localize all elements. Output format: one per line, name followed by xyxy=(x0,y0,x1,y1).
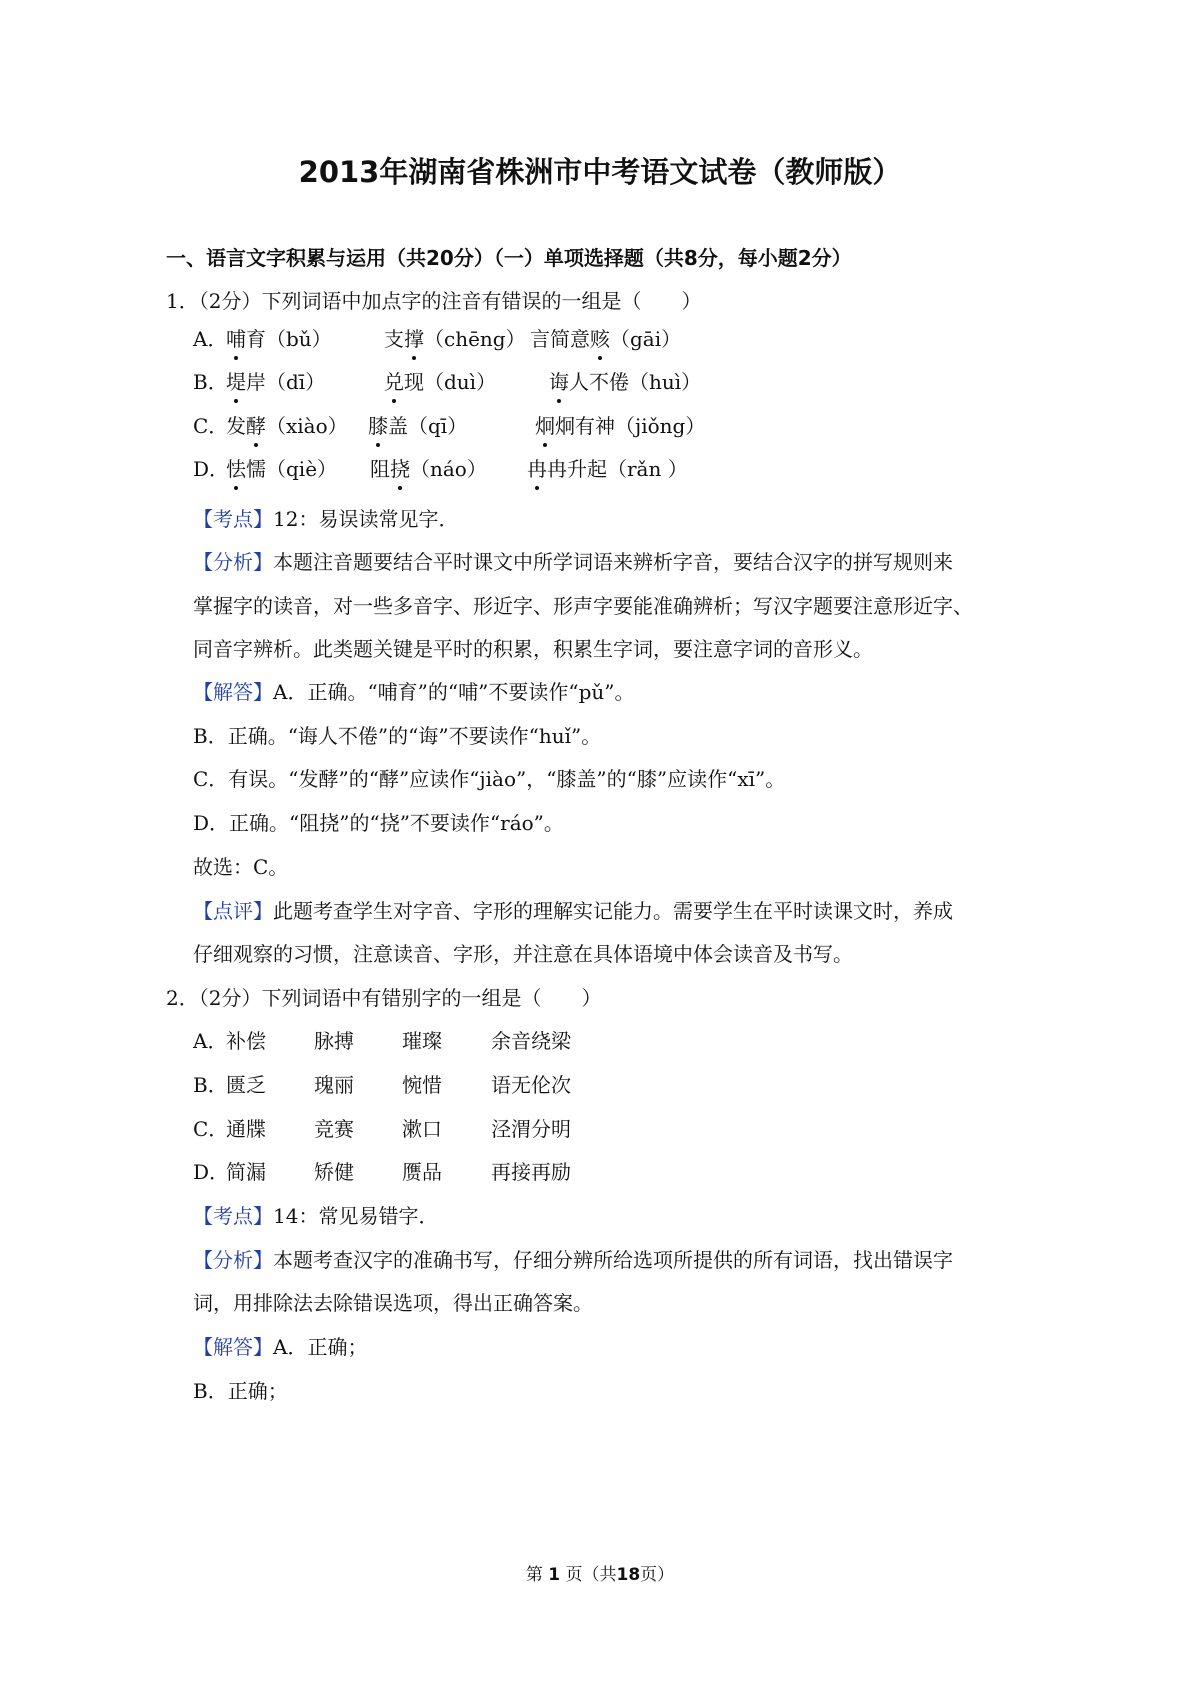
q2-fenxi-line-2: 词，用排除法去除错误选项，得出正确答案。 xyxy=(193,1291,593,1315)
option-word: 简漏 xyxy=(226,1160,266,1184)
option-word: 泾渭分明 xyxy=(491,1117,571,1141)
option-word: 阻挠（náo） xyxy=(370,454,487,484)
page-number: 1 xyxy=(548,1565,561,1585)
option-word: 赝品 xyxy=(402,1160,442,1184)
dotted-char: 膝 xyxy=(368,411,388,441)
q2-kaodian: 【考点】14：常见易错字． xyxy=(193,1204,439,1228)
option-word: 语无伦次 xyxy=(491,1073,571,1097)
q1-dianping-line-2: 仔细观察的习惯，注意读音、字形，并注意在具体语境中体会读音及书写。 xyxy=(193,942,853,966)
option-word: 炯炯有神（jiǒng） xyxy=(535,411,705,441)
question-1-stem: 1．（2分）下列词语中加点字的注音有错误的一组是（ ） xyxy=(166,289,702,313)
q1-fenxi-line-3: 同音字辨析。此类题关键是平时的积累，积累生字词，要注意字词的音形义。 xyxy=(193,637,873,661)
option-word: 堤岸（dī） xyxy=(226,367,325,397)
q1-jieda: 【解答】A．正确。“哺育”的“哺”不要读作“pǔ”。 xyxy=(193,680,635,704)
question-2-stem: 2．（2分）下列词语中有错别字的一组是（ ） xyxy=(166,986,602,1010)
dianping-tag: 【点评】 xyxy=(193,899,273,923)
option-word: 惋惜 xyxy=(402,1073,442,1097)
q1-kaodian: 【考点】12：易误读常见字． xyxy=(193,507,459,531)
dotted-char: 哺 xyxy=(226,324,246,354)
fenxi-tag: 【分析】 xyxy=(193,550,273,574)
kaodian-tag: 【考点】 xyxy=(193,1204,273,1228)
q1-fenxi: 【分析】本题注音题要结合平时课文中所学词语来辨析字音，要结合汉字的拼写规则来 xyxy=(193,550,953,574)
option-word: 膝盖（qī） xyxy=(368,411,467,441)
option-word: 诲人不倦（huì） xyxy=(549,367,701,397)
option-word: 漱口 xyxy=(402,1117,442,1141)
option-word: 脉搏 xyxy=(314,1029,354,1053)
dotted-char: 赅 xyxy=(590,324,610,354)
option-word: 通牒 xyxy=(226,1117,266,1141)
jieda-tag: 【解答】 xyxy=(193,680,273,704)
dotted-char: 冉 xyxy=(527,454,547,484)
option-word: 哺育（bǔ） xyxy=(226,324,332,354)
section-heading: 一、语言文字积累与运用（共20分）（一）单项选择题（共8分，每小题2分） xyxy=(166,246,852,270)
option-word: 怯懦（qiè） xyxy=(226,454,337,484)
option-word: 矫健 xyxy=(314,1160,354,1184)
page-total: 18 xyxy=(616,1565,641,1585)
option-word: 补偿 xyxy=(226,1029,266,1053)
dotted-char: 兑 xyxy=(384,367,404,397)
dotted-char: 撑 xyxy=(404,324,424,354)
option-word: 竞赛 xyxy=(314,1117,354,1141)
kaodian-tag: 【考点】 xyxy=(193,507,273,531)
option-word: 冉冉升起（rǎn ） xyxy=(527,454,688,484)
option-word: 璀璨 xyxy=(402,1029,442,1053)
dotted-char: 诲 xyxy=(549,367,569,397)
dotted-char: 炯 xyxy=(535,411,555,441)
option-word: 再接再励 xyxy=(491,1160,571,1184)
q1-dianping: 【点评】此题考查学生对字音、字形的理解实记能力。需要学生在平时读课文时，养成 xyxy=(193,899,953,923)
dotted-char: 堤 xyxy=(226,367,246,397)
q1-fenxi-line-2: 掌握字的读音，对一些多音字、形近字、形声字要能准确辨析；写汉字题要注意形近字、 xyxy=(193,594,973,618)
option-word: 余音绕梁 xyxy=(491,1029,571,1053)
document-page: 2013年湖南省株洲市中考语文试卷（教师版） 一、语言文字积累与运用（共20分）（一）单项选择题（共8分，每小题2分） 1．（2分）下列词语中加点字的注音有错误的一组是（ ） A． 哺育（bǔ） 支撑（chēng） 言简意赅（gāi） B． 堤岸（dī） 兑现（duì） 诲人不倦（huì） C． 发酵（xiào） 膝盖（qī） 炯炯有神（jiǒng） D． 怯懦（qiè） 阻挠（náo） 冉冉升起（rǎn ） 【考点】12：易误读常见字． 【分析】本题注音题要结合平时课文中所学词语来辨析字音，要结合汉字的拼写规则来 掌握字的读音，对一些多音字、形近字、形声字要能准确辨析；写汉字题要注意形近字、 同音字辨析。此类题关键是平时的积累，积累生字词，要注意字词的音形义。 【解答】A．正确。“哺育”的“哺”不要读作“pǔ”。 B．正确。“诲人不倦”的“诲”不要读作“huǐ”。 C．有误。“发酵”的“酵”应读作“jiào”，“膝盖”的“膝”应读作“xī”。 D．正确。“阻挠”的“挠”不要读作“ráo”。 故选：C。 【点评】此题考查学生对字音、字形的理解实记能力。需要学生在平时读课文时，养成 仔细观察的习惯，注意读音、字形，并注意在具体语境中体会读音及书写。 2．（2分）下列词语中有错别字的一组是（ ） A． 补偿 脉搏 璀璨 余音绕梁 B． 匮乏 瑰丽 惋惜 语无伦次 C． 通牒 竞赛 漱口 泾渭分明 D． 简漏 矫健 赝品 再接再励 【考点】14：常见易错字． 【分析】本题考查汉字的准确书写，仔细分辨所给选项所提供的所有词语，找出错误字 词，用排除法去除错误选项，得出正确答案。 【解答】A．正确； B．正确； 第 1 页（共18页） xyxy=(0,0,1200,1698)
q1-jieda-line-3: C．有误。“发酵”的“酵”应读作“jiào”，“膝盖”的“膝”应读作“xī”。 xyxy=(193,767,786,791)
option-word: 言简意赅（gāi） xyxy=(530,324,681,354)
q2-jieda-line-2: B．正确； xyxy=(193,1379,288,1403)
page-footer: 第 1 页（共18页） xyxy=(525,1565,675,1585)
q1-jieda-line-2: B．正确。“诲人不倦”的“诲”不要读作“huǐ”。 xyxy=(193,724,602,748)
q2-fenxi: 【分析】本题考查汉字的准确书写，仔细分辨所给选项所提供的所有词语，找出错误字 xyxy=(193,1248,953,1272)
document-title: 2013年湖南省株洲市中考语文试卷（教师版） xyxy=(298,155,902,189)
dotted-char: 挠 xyxy=(390,454,410,484)
dotted-char: 怯 xyxy=(226,454,246,484)
q1-answer: 故选：C。 xyxy=(193,855,289,879)
dotted-char: 酵 xyxy=(246,411,266,441)
option-word: 匮乏 xyxy=(226,1073,266,1097)
option-word: 瑰丽 xyxy=(314,1073,354,1097)
option-word: 发酵（xiào） xyxy=(226,411,348,441)
q2-jieda: 【解答】A．正确； xyxy=(193,1335,368,1359)
option-word: 支撑（chēng） xyxy=(384,324,526,354)
jieda-tag: 【解答】 xyxy=(193,1335,273,1359)
q1-jieda-line-4: D．正确。“阻挠”的“挠”不要读作“ráo”。 xyxy=(193,811,564,835)
fenxi-tag: 【分析】 xyxy=(193,1248,273,1272)
option-word: 兑现（duì） xyxy=(384,367,496,397)
